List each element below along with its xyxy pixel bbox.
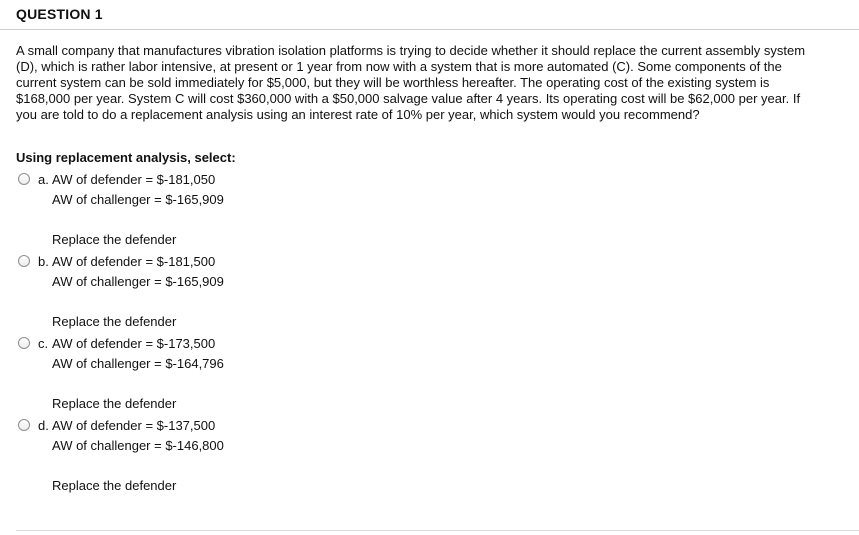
option-b-letter: b. — [38, 254, 49, 269]
question-title: QUESTION 1 — [16, 6, 103, 22]
option-c-letter: c. — [38, 336, 49, 351]
bottom-divider — [16, 530, 859, 531]
option-c-radio[interactable] — [18, 337, 30, 349]
option-c-challenger: AW of challenger = $-164,796 — [52, 356, 224, 371]
option-d-radio[interactable] — [18, 419, 30, 431]
option-d-decision: Replace the defender — [52, 478, 177, 493]
option-d-challenger: AW of challenger = $-146,800 — [52, 438, 224, 453]
option-b-decision: Replace the defender — [52, 314, 177, 329]
option-a-defender: AW of defender = $-181,050 — [52, 172, 216, 187]
option-a-decision: Replace the defender — [52, 232, 177, 247]
option-c-defender: AW of defender = $-173,500 — [52, 336, 216, 351]
option-c-decision: Replace the defender — [52, 396, 177, 411]
option-b-defender: AW of defender = $-181,500 — [52, 254, 216, 269]
option-b-radio[interactable] — [18, 255, 30, 267]
question-text: A small company that manufactures vibration isolation platforms is trying to decide whether it should replace the current assembly system (D), which is rather labor intensive, at present or 1 year from now with a system that is more automated (C). Some components of the current system can be sold immediately for $5,000, but they will be worthless hereafter. The operating cost of the existing system is $168,000 per year. System C will cost $360,000 with a $50,000 salvage value after 4 years. Its operating cost will be $62,000 per year. If you are told to do a replacement analysis using an interest rate of 10% per year, which system would you recommend? — [16, 43, 806, 122]
option-b-challenger: AW of challenger = $-165,909 — [52, 274, 224, 289]
option-d-letter: d. — [38, 418, 49, 433]
option-a-challenger: AW of challenger = $-165,909 — [52, 192, 224, 207]
option-a-radio[interactable] — [18, 173, 30, 185]
option-d-defender: AW of defender = $-137,500 — [52, 418, 216, 433]
question-header — [0, 0, 859, 30]
answer-prompt: Using replacement analysis, select: — [16, 150, 236, 165]
option-a-letter: a. — [38, 172, 49, 187]
